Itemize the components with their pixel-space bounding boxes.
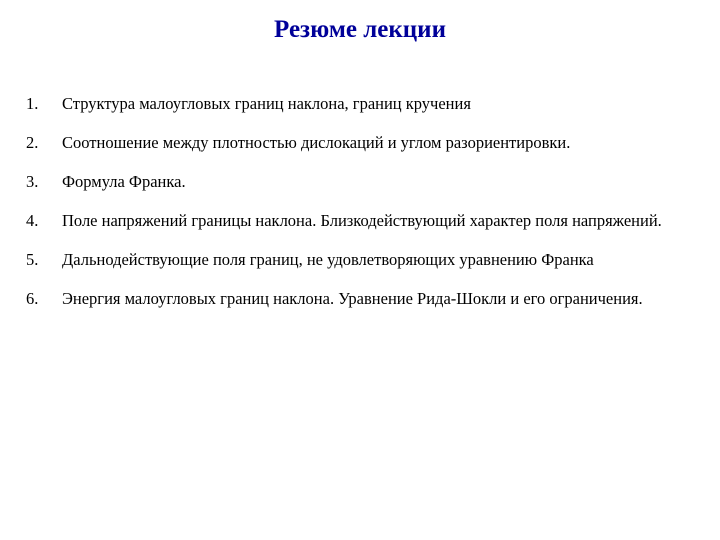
list-item [26, 131, 690, 154]
item-text: Поле напряжений границы наклона. Близкодействующий характер поля напряжений. [62, 211, 662, 230]
list-item [26, 92, 690, 115]
item-number: 6. [26, 289, 39, 308]
item-text: Структура малоугловых границ наклона, границ кручения [62, 94, 471, 113]
item-text: Энергия малоугловых границ наклона. Уравнение Рида-Шокли и его ограничения. [62, 289, 643, 308]
item-text: Соотношение между плотностью дислокаций и углом разориентировки. [62, 133, 571, 152]
item-number: 1. [26, 94, 39, 113]
item-text: Формула Франка. [62, 172, 186, 191]
list-item [26, 170, 690, 193]
list-item [26, 287, 690, 310]
item-number: 3. [26, 172, 39, 191]
item-number: 2. [26, 133, 39, 152]
summary-list [26, 92, 690, 326]
item-text: Дальнодействующие поля границ, не удовлетворяющих уравнению Франка [62, 250, 594, 269]
list-item [26, 248, 690, 271]
item-number: 4. [26, 211, 39, 230]
slide-title: Резюме лекции [274, 16, 446, 43]
list-item [26, 209, 690, 232]
item-number: 5. [26, 250, 39, 269]
